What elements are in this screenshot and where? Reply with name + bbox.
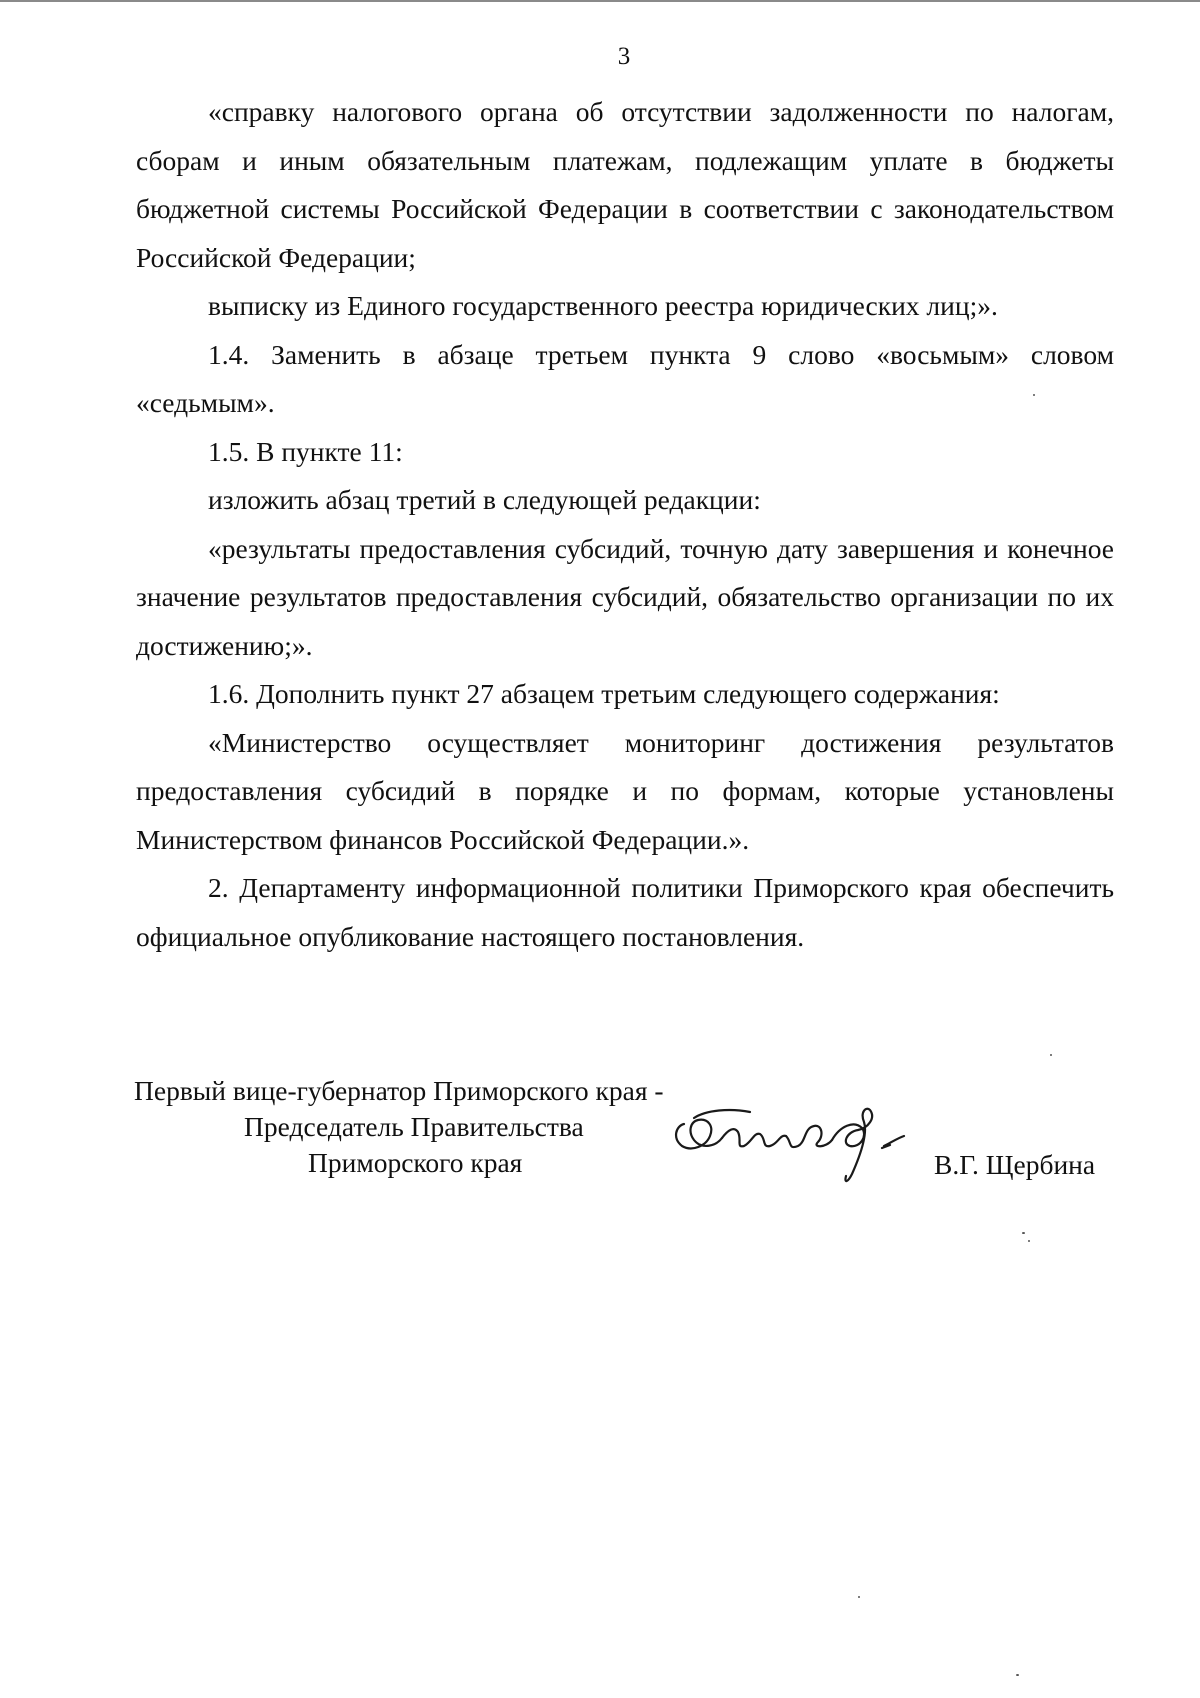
signatory-name: В.Г. Щербина [934, 1149, 1096, 1180]
scan-edge-line [0, 0, 1200, 2]
scan-speck [1016, 1674, 1019, 1676]
document-body [136, 88, 1114, 961]
handwritten-signature [654, 1096, 954, 1196]
signatory-title-line-2: Председатель Правительства [244, 1111, 584, 1142]
scan-speck [1033, 394, 1035, 396]
signatory-title-line-3: Приморского края [308, 1147, 523, 1178]
paragraph-registry-extract: выписку из Единого государственного реестра юридических лиц;». [208, 290, 998, 321]
paragraph-third-paragraph-edit: изложить абзац третий в следующей редакции: [208, 484, 761, 515]
paragraph-tax-certificate: «справку налогового органа об отсутствии задолженности по налогам, сборам и иным обязательным платежам, подлежащим уплате в бюджеты бюджетной системы Российской Федерации в соответствии с законодательством Российской Федерации; [136, 96, 1114, 273]
paragraph-item-1-5: 1.5. В пункте 11: [208, 435, 403, 467]
page-number: 3 [617, 43, 631, 70]
paragraph-subsidy-results: «результаты предоставления субсидий, точную дату завершения и конечное значение результатов предоставления субсидий, обязательство организации по их достижению;». [136, 532, 1114, 661]
signature-block [134, 1064, 1124, 1204]
scan-speck [1022, 1232, 1025, 1234]
paragraph-item-2: 2. Департаменту информационной политики Приморского края обеспечить официальное опубликование настоящего постановления. [136, 872, 1114, 952]
paragraph-item-1-6: 1.6. Дополнить пункт 27 абзацем третьим следующего содержания: [208, 678, 1000, 709]
paragraph-item-1-4: 1.4. Заменить в абзаце третьем пункта 9 слово «восьмым» словом «седьмым». [136, 338, 1114, 418]
signatory-title-line-1: Первый вице-губернатор Приморского края - [134, 1075, 664, 1106]
paragraph-ministry-monitoring: «Министерство осуществляет мониторинг достижения результатов предоставления субсидий в порядке и по формам, которые установлены Министерством финансов Российской Федерации.». [136, 726, 1114, 855]
scan-speck [1050, 1054, 1052, 1056]
scan-speck [1028, 1240, 1030, 1242]
scan-speck [858, 1596, 860, 1598]
